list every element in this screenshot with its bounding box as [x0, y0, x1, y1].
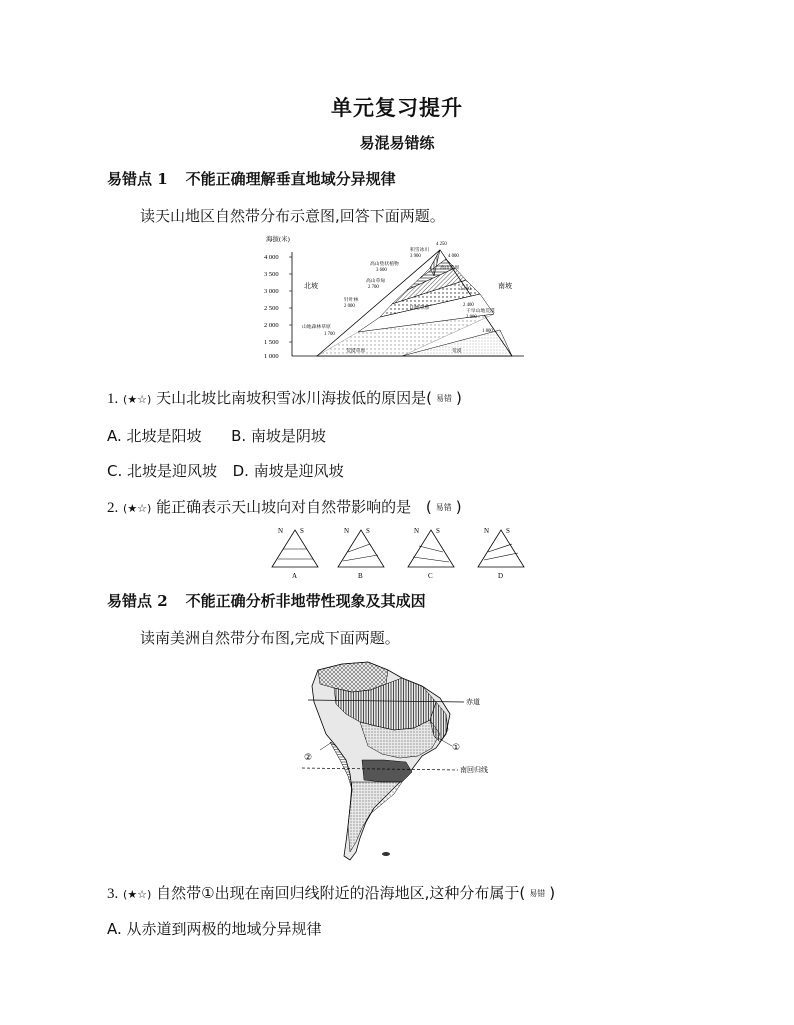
label-a: A	[292, 572, 298, 580]
triangle-option-c[interactable]	[408, 527, 454, 580]
north-label: N	[484, 527, 490, 535]
option-row-cd	[107, 460, 344, 481]
s-meadow-elevation: 3 100	[460, 287, 471, 292]
north-label: N	[344, 527, 350, 535]
y-tick: 1 000	[264, 353, 279, 360]
alpine-cushion-label: 高山垫状植物	[370, 262, 399, 267]
y-axis-title: 海拔(米)	[266, 236, 290, 243]
page-title: 单元复习提升	[331, 95, 463, 120]
s-a-elevation: 2 400	[463, 303, 474, 308]
question-3-number: 3.	[107, 886, 119, 902]
question-3-close: )	[549, 884, 556, 902]
section-1-label: 易错点 1	[107, 170, 168, 188]
tropic-label: 南回归线	[460, 766, 488, 774]
north-label: N	[414, 527, 420, 535]
option-c[interactable]: C. 北坡是迎风坡	[107, 462, 218, 480]
north-label: N	[278, 527, 284, 535]
page-subtitle: 易混易错练	[359, 134, 435, 152]
n-meadow-elevation: 2 700	[368, 285, 379, 290]
zone-marker-1: ①	[452, 743, 461, 753]
label-d: D	[498, 572, 504, 580]
error-prone-tag: 易错	[435, 394, 452, 403]
zone-marker-2: ②	[304, 753, 313, 763]
section-heading-2	[107, 590, 426, 611]
error-prone-tag: 易错	[435, 503, 452, 512]
question-3-text: 自然带①出现在南回归线附近的沿海地区,这种分布属于(	[156, 884, 526, 902]
n-cushion-elevation: 3 600	[376, 268, 387, 273]
alpine-grassland-label: 高山草原	[440, 266, 460, 271]
question-1	[107, 387, 462, 408]
south-slope-label: 南坡	[498, 282, 512, 290]
south-label: S	[506, 527, 510, 535]
conifer-label: 针叶林	[344, 298, 359, 303]
peak-elevation: 4 250	[436, 242, 447, 247]
question-1-close: )	[455, 389, 462, 407]
section-1-text: 不能正确理解垂直地域分异规律	[185, 170, 396, 188]
north-slope-label: 北坡	[304, 282, 318, 290]
section-2-text: 不能正确分析非地带性现象及其成因	[185, 592, 426, 610]
difficulty-stars: (★☆)	[123, 502, 152, 515]
dry-sparse-label: 干旱山地荒漠	[466, 309, 495, 314]
south-america-zones-map	[290, 656, 510, 868]
n-glacier-elevation: 3 900	[410, 254, 421, 259]
mountain-steppe-label: 山地草原	[410, 306, 430, 311]
equator-label: 赤道	[466, 698, 480, 706]
y-tick: 4 000	[264, 254, 279, 261]
triangle-option-b[interactable]	[338, 527, 384, 580]
difficulty-stars: (★☆)	[123, 393, 152, 406]
slope-triangle-options	[262, 522, 532, 582]
desert-label: 荒漠	[452, 349, 462, 354]
south-label: S	[300, 527, 304, 535]
question-2-close: )	[455, 498, 462, 516]
label-b: B	[358, 572, 363, 580]
y-tick: 2 500	[264, 305, 279, 312]
desert-steppe-label: 荒漠草原	[346, 349, 366, 354]
option-d[interactable]: D. 南坡是迎风坡	[232, 462, 344, 480]
question-2-text: 能正确表示天山坡向对自然带影响的是	[156, 498, 412, 516]
y-tick: 1 500	[264, 339, 279, 346]
option-row-ab	[107, 425, 326, 446]
question-2	[107, 496, 462, 517]
n-conifer-elevation: 2 000	[344, 304, 355, 309]
option-b[interactable]: B. 南坡是阴坡	[231, 427, 326, 445]
triangle-option-a[interactable]	[272, 527, 318, 580]
intro-paragraph-2: 读南美洲自然带分布图,完成下面两题。	[140, 629, 400, 647]
y-tick: 2 000	[264, 322, 279, 329]
glacier-label: 积雪冰川	[410, 248, 430, 253]
n-steppe-elevation: 1 700	[324, 332, 335, 337]
label-c: C	[428, 572, 433, 580]
section-2-label: 易错点 2	[107, 592, 168, 610]
south-label: S	[436, 527, 440, 535]
south-label: S	[366, 527, 370, 535]
forest-steppe-label: 山地森林草原	[302, 325, 331, 330]
tianshan-zonation-figure	[262, 232, 532, 370]
s-b-elevation: 2 000	[466, 315, 477, 320]
question-1-text: 天山北坡比南坡积雪冰川海拔低的原因是(	[156, 389, 432, 407]
question-3	[107, 882, 555, 903]
intro-paragraph-1: 读天山地区自然带分布示意图,回答下面两题。	[140, 207, 445, 225]
alpine-meadow-label: 高山草甸	[366, 279, 386, 284]
question-1-number: 1.	[107, 391, 119, 407]
section-heading-1	[107, 168, 396, 189]
q3-option-a[interactable]: A. 从赤道到两极的地域分异规律	[107, 920, 322, 938]
y-tick: 3 500	[264, 271, 279, 278]
difficulty-stars: (★☆)	[123, 888, 152, 901]
option-a[interactable]: A. 北坡是阳坡	[107, 427, 202, 445]
question-2-open: (	[425, 498, 432, 516]
triangle-option-d[interactable]	[478, 527, 524, 580]
error-prone-tag: 易错	[529, 889, 546, 898]
s-desert-elevation: 1 800	[482, 329, 493, 334]
question-2-number: 2.	[107, 500, 119, 516]
y-tick: 3 000	[264, 288, 279, 295]
s-glacier-elevation: 4 000	[448, 254, 459, 259]
